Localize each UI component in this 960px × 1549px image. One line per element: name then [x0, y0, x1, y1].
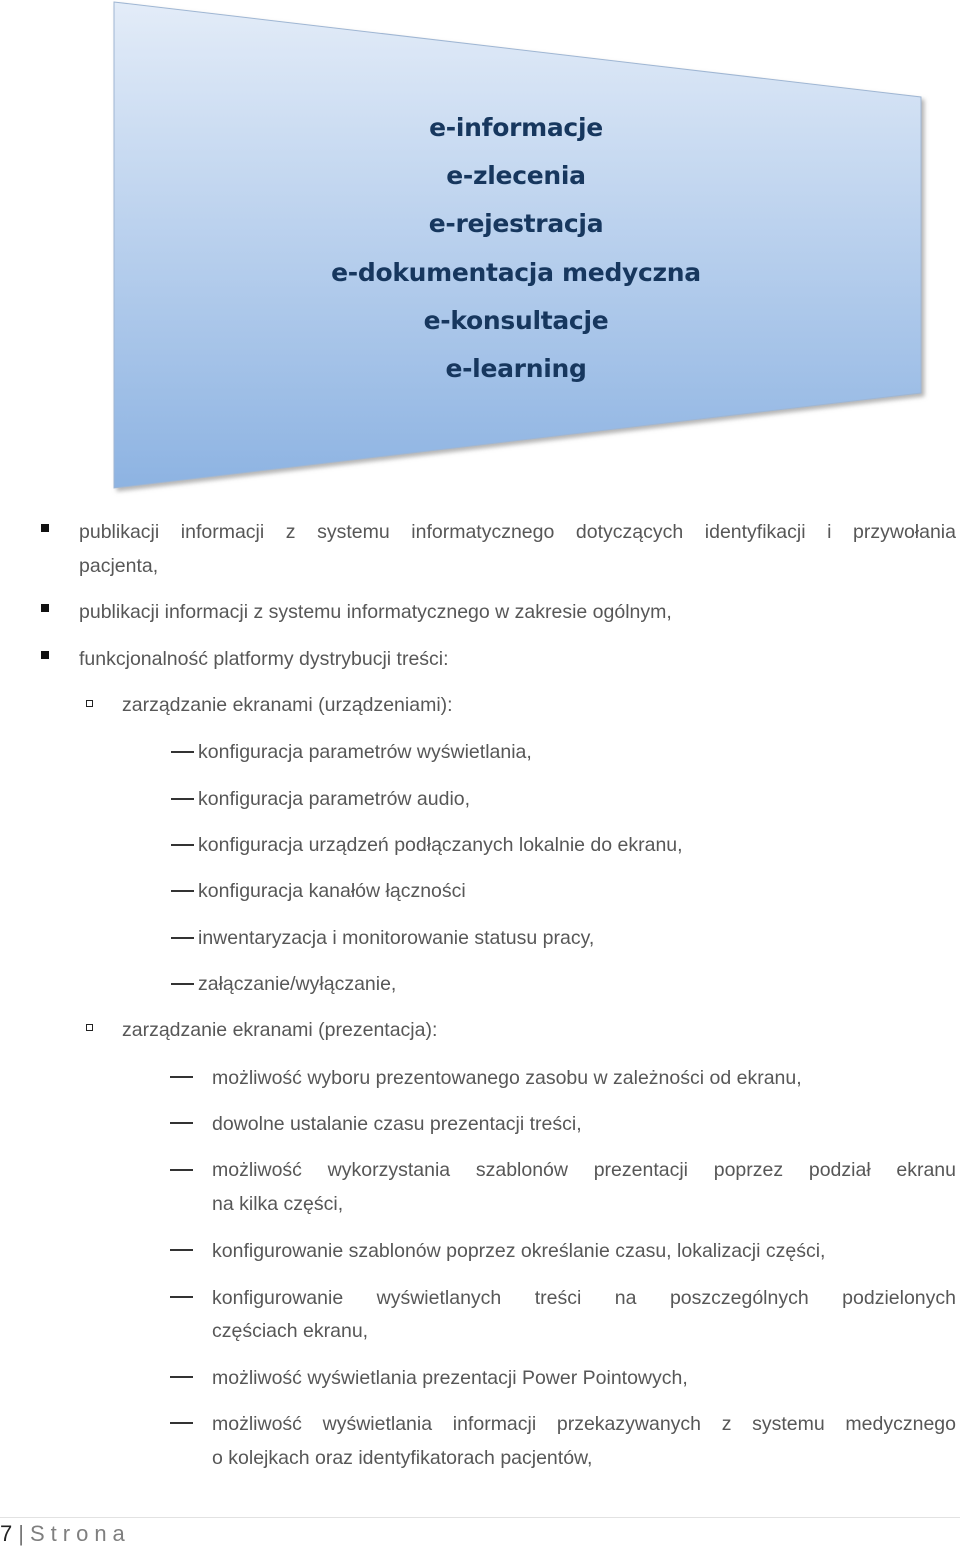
banner-line-e-konsultacje: e-konsultacje — [423, 305, 609, 335]
dash-bullet-icon — [171, 983, 194, 985]
dash-bullet-icon — [170, 1422, 193, 1424]
page-number: 7 — [0, 1521, 13, 1546]
list-item: dowolne ustalanie czasu prezentacji treści, — [212, 1113, 582, 1135]
page-footer — [0, 1519, 131, 1549]
dash-bullet-icon — [171, 844, 194, 846]
banner-line-e-rejestracja: e-rejestracja — [428, 209, 604, 239]
list-item-funkcjonalnosc: funkcjonalność platformy dystrybucji treści: — [79, 648, 449, 670]
list-item: konfigurowanie szablonów poprzez określanie czasu, lokalizacji części, — [212, 1240, 826, 1262]
list-item: możliwość wykorzystania szablonów prezentacji poprzez podział ekranu — [212, 1159, 956, 1181]
dash-bullet-icon — [170, 1169, 193, 1171]
list-item: możliwość wyświetlania informacji przekazywanych z systemu medycznego — [212, 1413, 956, 1435]
list-item: inwentaryzacja i monitorowanie statusu pracy, — [198, 927, 595, 949]
list-item-publikacji-ogolnym: publikacji informacji z systemu informatycznego w zakresie ogólnym, — [79, 601, 672, 623]
sublist-title-prezentacja: zarządzanie ekranami (prezentacja): — [122, 1019, 438, 1041]
list-item: konfiguracja parametrów wyświetlania, — [198, 741, 532, 763]
dash-bullet-icon — [171, 751, 194, 753]
list-item: załączanie/wyłączanie, — [198, 973, 397, 995]
bullet-hollow-square-icon — [86, 700, 93, 707]
list-item: konfiguracja parametrów audio, — [198, 788, 471, 810]
list-item: możliwość wyboru prezentowanego zasobu w zależności od ekranu, — [212, 1067, 802, 1089]
list-item-publikacji-identyfikacji: publikacji informacji z systemu informatycznego dotyczących identyfikacji i przywołania — [79, 521, 956, 543]
dash-bullet-icon — [170, 1076, 193, 1078]
dash-bullet-icon — [170, 1376, 193, 1378]
sublist-title-urzadzenia: zarządzanie ekranami (urządzeniami): — [122, 694, 453, 716]
bullet-square-icon — [41, 524, 49, 532]
banner-line-e-learning: e-learning — [445, 354, 587, 384]
list-item: konfiguracja urządzeń podłączanych lokalnie do ekranu, — [198, 834, 683, 856]
bullet-hollow-square-icon — [86, 1024, 93, 1031]
dash-bullet-icon — [170, 1296, 193, 1298]
bullet-square-icon — [41, 604, 49, 612]
footer-divider — [0, 1517, 960, 1518]
footer-separator: | — [18, 1521, 24, 1546]
banner-line-e-informacje: e-informacje — [429, 113, 603, 142]
dash-bullet-icon — [171, 798, 194, 800]
dash-bullet-icon — [171, 890, 194, 892]
banner-line-e-dokumentacja: e-dokumentacja medyczna — [331, 257, 701, 287]
banner-line-e-zlecenia: e-zlecenia — [446, 161, 586, 191]
bullet-square-icon — [41, 651, 49, 659]
list-item: konfigurowanie wyświetlanych treści na poszczególnych podzielonych — [212, 1287, 956, 1309]
list-item-cont: częściach ekranu, — [212, 1320, 369, 1342]
dash-bullet-icon — [170, 1122, 193, 1124]
banner-text — [300, 104, 732, 393]
list-item-publikacji-identyfikacji-cont: pacjenta, — [79, 555, 159, 577]
list-item: możliwość wyświetlania prezentacji Power Pointowych, — [212, 1367, 688, 1389]
list-item: konfiguracja kanałów łączności — [198, 880, 466, 902]
list-item-cont: na kilka części, — [212, 1193, 344, 1215]
page-label: Strona — [29, 1521, 131, 1546]
list-item-cont: o kolejkach oraz identyfikatorach pacjentów, — [212, 1447, 593, 1469]
dash-bullet-icon — [171, 937, 194, 939]
dash-bullet-icon — [170, 1249, 193, 1251]
